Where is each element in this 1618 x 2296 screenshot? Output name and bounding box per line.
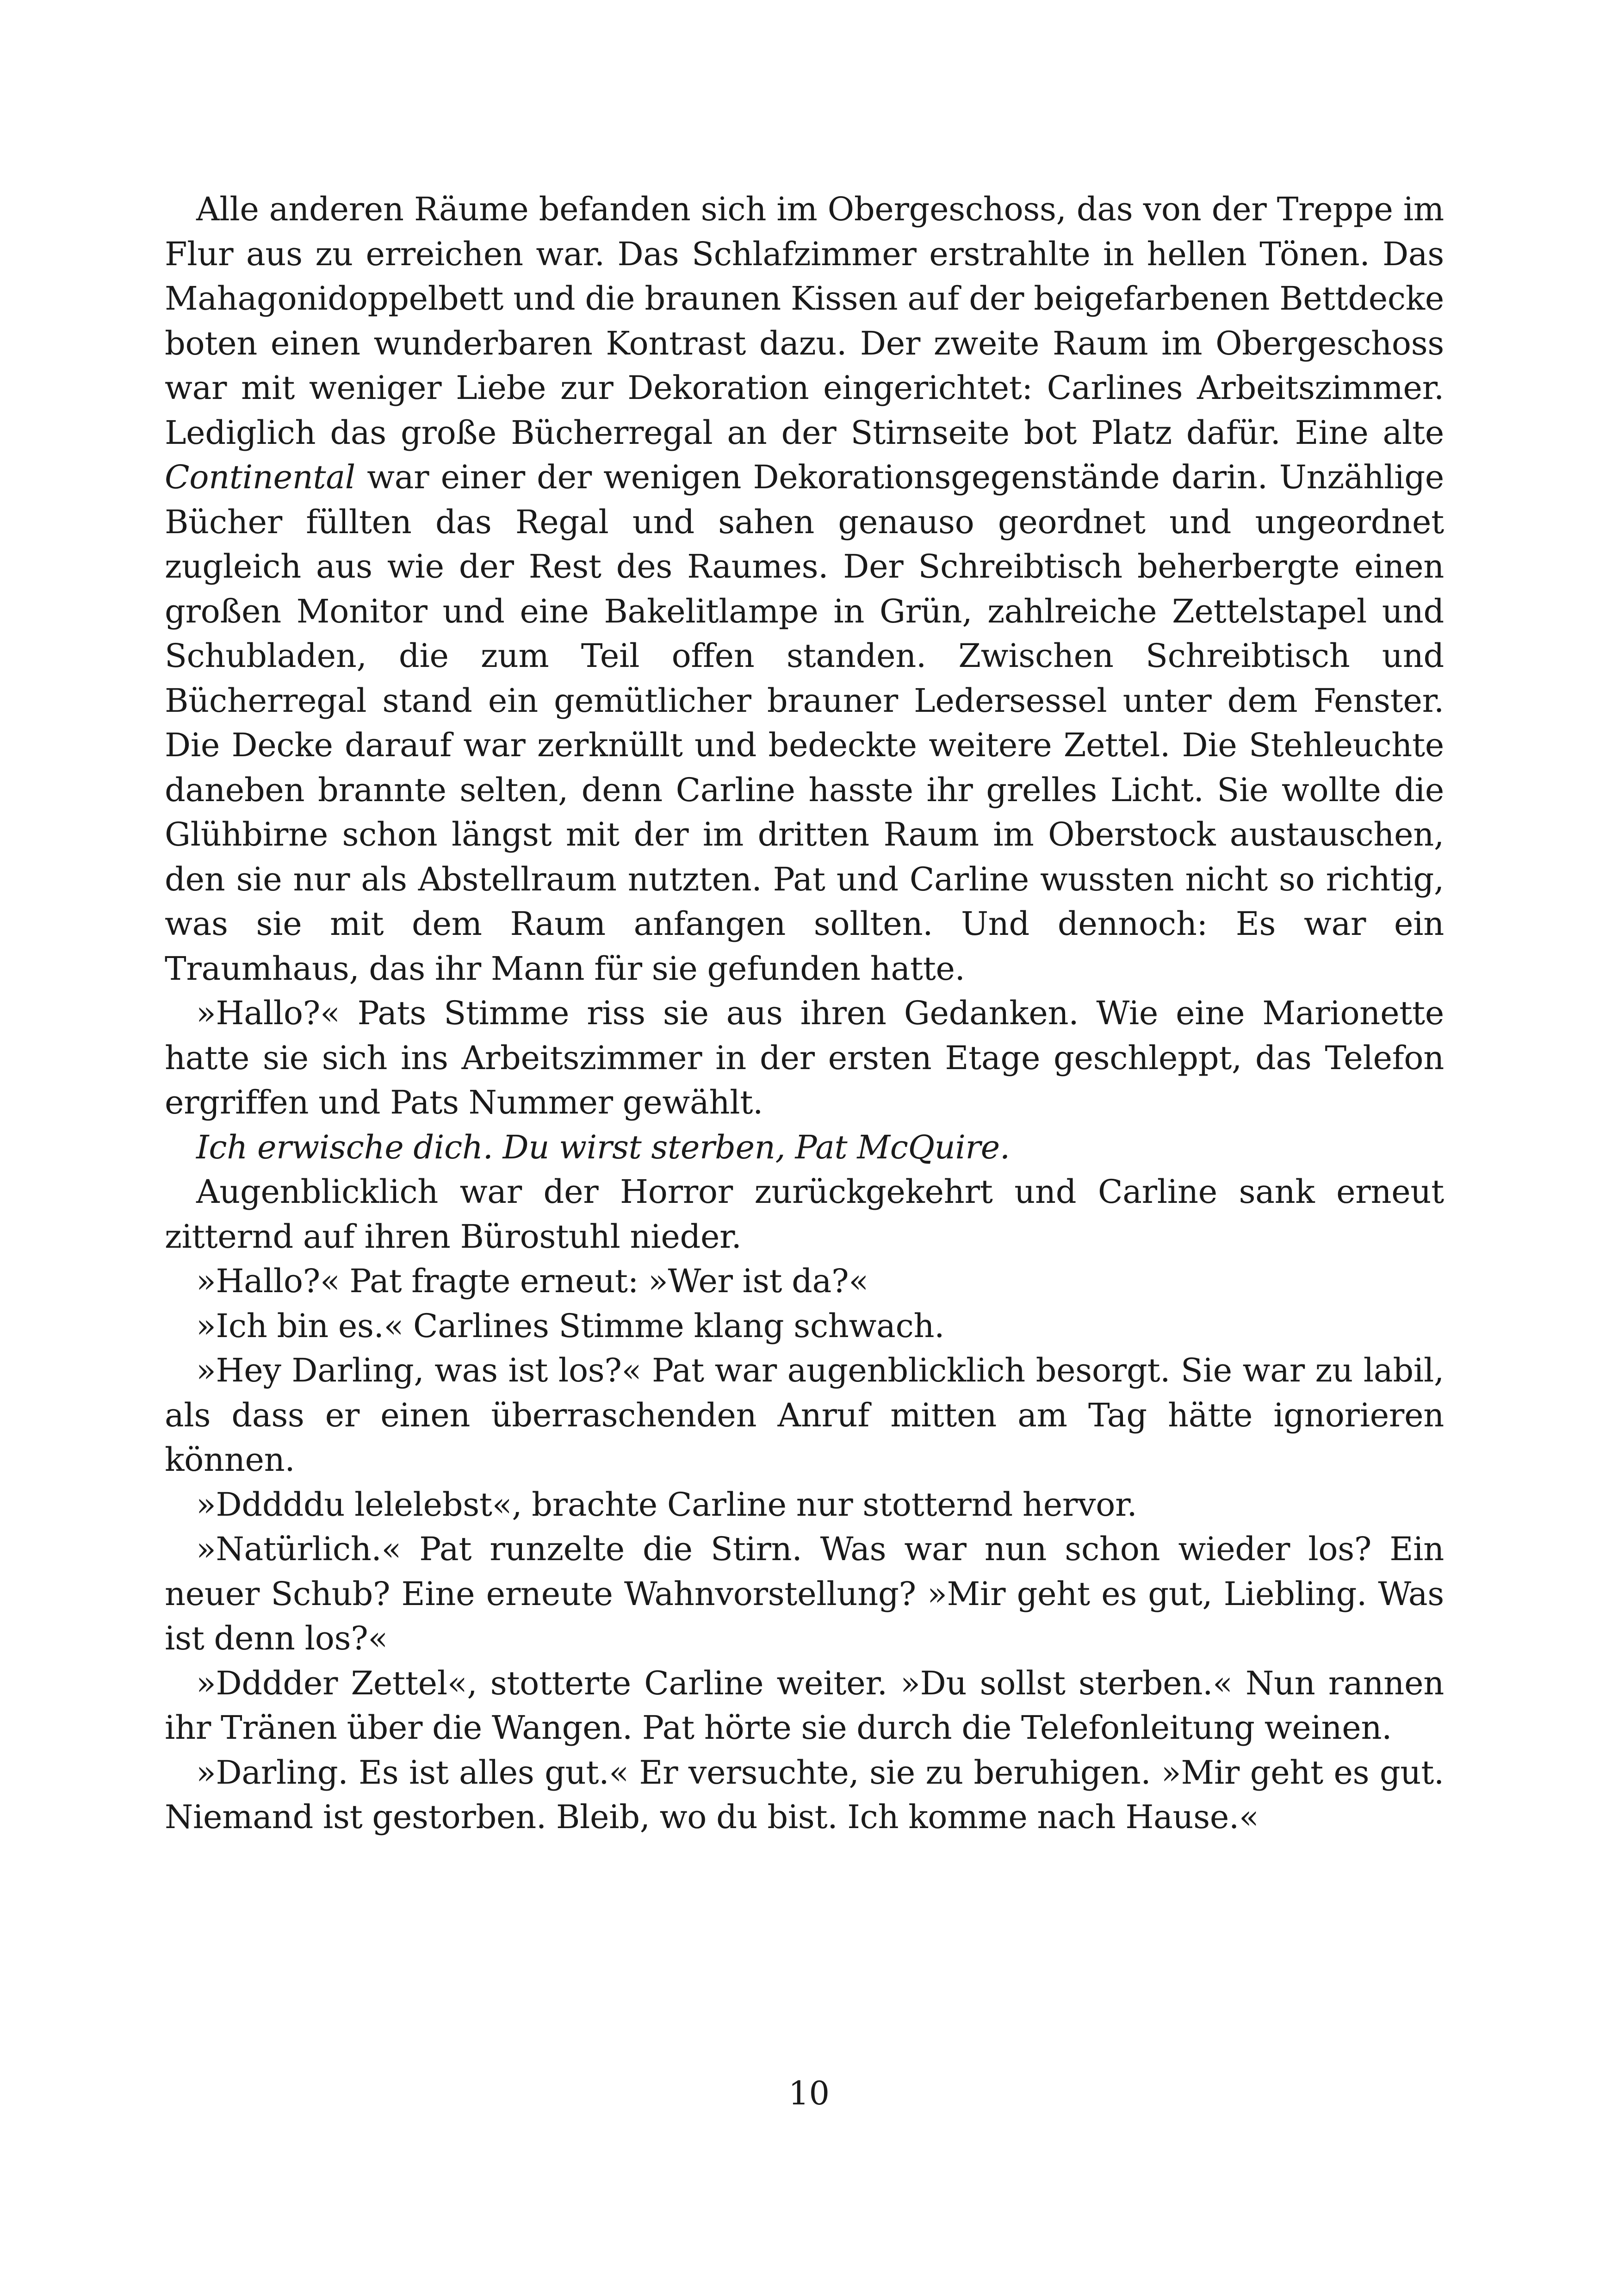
body-text bbox=[165, 187, 1444, 1840]
paragraph bbox=[165, 1259, 1444, 1304]
page-number: 10 bbox=[788, 2074, 830, 2112]
paragraph bbox=[165, 187, 1444, 991]
text-segment: Augenblicklich war der Horror zurückgekehrt und Carline sank erneut zitternd auf ihren Bürostuhl nieder. bbox=[165, 1173, 1444, 1256]
text-segment: »Ich bin es.« Carlines Stimme klang schwach. bbox=[196, 1307, 945, 1345]
paragraph bbox=[165, 1527, 1444, 1661]
paragraph bbox=[165, 1170, 1444, 1259]
text-segment: »Dddder Zettel«, stotterte Carline weiter. »Du sollst sterben.« Nun rannen ihr Tränen über die Wangen. Pat hörte sie durch die Telefonleitung weinen. bbox=[165, 1664, 1444, 1747]
paragraph bbox=[165, 1750, 1444, 1840]
text-segment: »Hey Darling, was ist los?« Pat war augenblicklich besorgt. Sie war zu labil, als dass er einen überraschenden Anruf mitten am Tag hätte ignorieren können. bbox=[165, 1351, 1444, 1479]
italic-text: Ich erwische dich. Du wirst sterben, Pat McQuire. bbox=[196, 1128, 1010, 1166]
paragraph bbox=[165, 1661, 1444, 1750]
paragraph bbox=[165, 1482, 1444, 1527]
paragraph bbox=[165, 1348, 1444, 1482]
text-segment: »Hallo?« Pat fragte erneut: »Wer ist da?« bbox=[196, 1262, 868, 1300]
text-segment: war einer der wenigen Dekorationsgegenstände darin. Unzählige Bücher füllten das Regal und sahen genauso geordnet und ungeordnet zugleich aus wie der Rest des Raumes. Der Schreibtisch beherbergte einen großen Monitor und eine Bakelitlampe in Grün, zahlreiche Zettelstapel und Schubladen, die zum Teil offen standen. Zwischen Schreibtisch und Bücherregal stand ein gemütlicher brauner Ledersessel unter dem Fenster. Die Decke darauf war zerknüllt und bedeckte weitere Zettel. Die Stehleuchte daneben brannte selten, denn Carline hasste ihr grelles Licht. Sie wollte die Glühbirne schon längst mit der im dritten Raum im Oberstock austauschen, den sie nur als Abstellraum nutzten. Pat und Carline wussten nicht so richtig, was sie mit dem Raum anfangen sollten. Und dennoch: Es war ein Traumhaus, das ihr Mann für sie gefunden hatte. bbox=[165, 458, 1444, 988]
text-segment: »Hallo?« Pats Stimme riss sie aus ihren Gedanken. Wie eine Marionette hatte sie sich ins Arbeitszimmer in der ersten Etage geschleppt, das Telefon ergriffen und Pats Nummer gewählt. bbox=[165, 994, 1444, 1121]
text-segment: »Natürlich.« Pat runzelte die Stirn. Was war nun schon wieder los? Ein neuer Schub? Eine erneute Wahnvorstellung? »Mir geht es gut, Liebling. Was ist denn los?« bbox=[165, 1530, 1444, 1657]
paragraph bbox=[165, 1125, 1444, 1170]
paragraph bbox=[165, 991, 1444, 1125]
text-segment: »Dddddu lelelebst«, brachte Carline nur stotternd hervor. bbox=[196, 1485, 1137, 1524]
text-segment: Alle anderen Räume befanden sich im Obergeschoss, das von der Treppe im Flur aus zu erreichen war. Das Schlafzimmer erstrahlte in hellen Tönen. Das Mahagonidoppelbett und die braunen Kissen auf der beigefarbenen Bettdecke boten einen wunderbaren Kontrast dazu. Der zweite Raum im Obergeschoss war mit weniger Liebe zur Dekoration eingerichtet: Carlines Arbeitszimmer. Lediglich das große Bücherregal an der Stirnseite bot Platz dafür. Eine alte bbox=[165, 190, 1444, 452]
italic-text: Continental bbox=[165, 458, 355, 496]
paragraph bbox=[165, 1304, 1444, 1349]
text-segment: »Darling. Es ist alles gut.« Er versuchte, sie zu beruhigen. »Mir geht es gut. Niemand ist gestorben. Bleib, wo du bist. Ich komme nach Hause.« bbox=[165, 1753, 1444, 1836]
